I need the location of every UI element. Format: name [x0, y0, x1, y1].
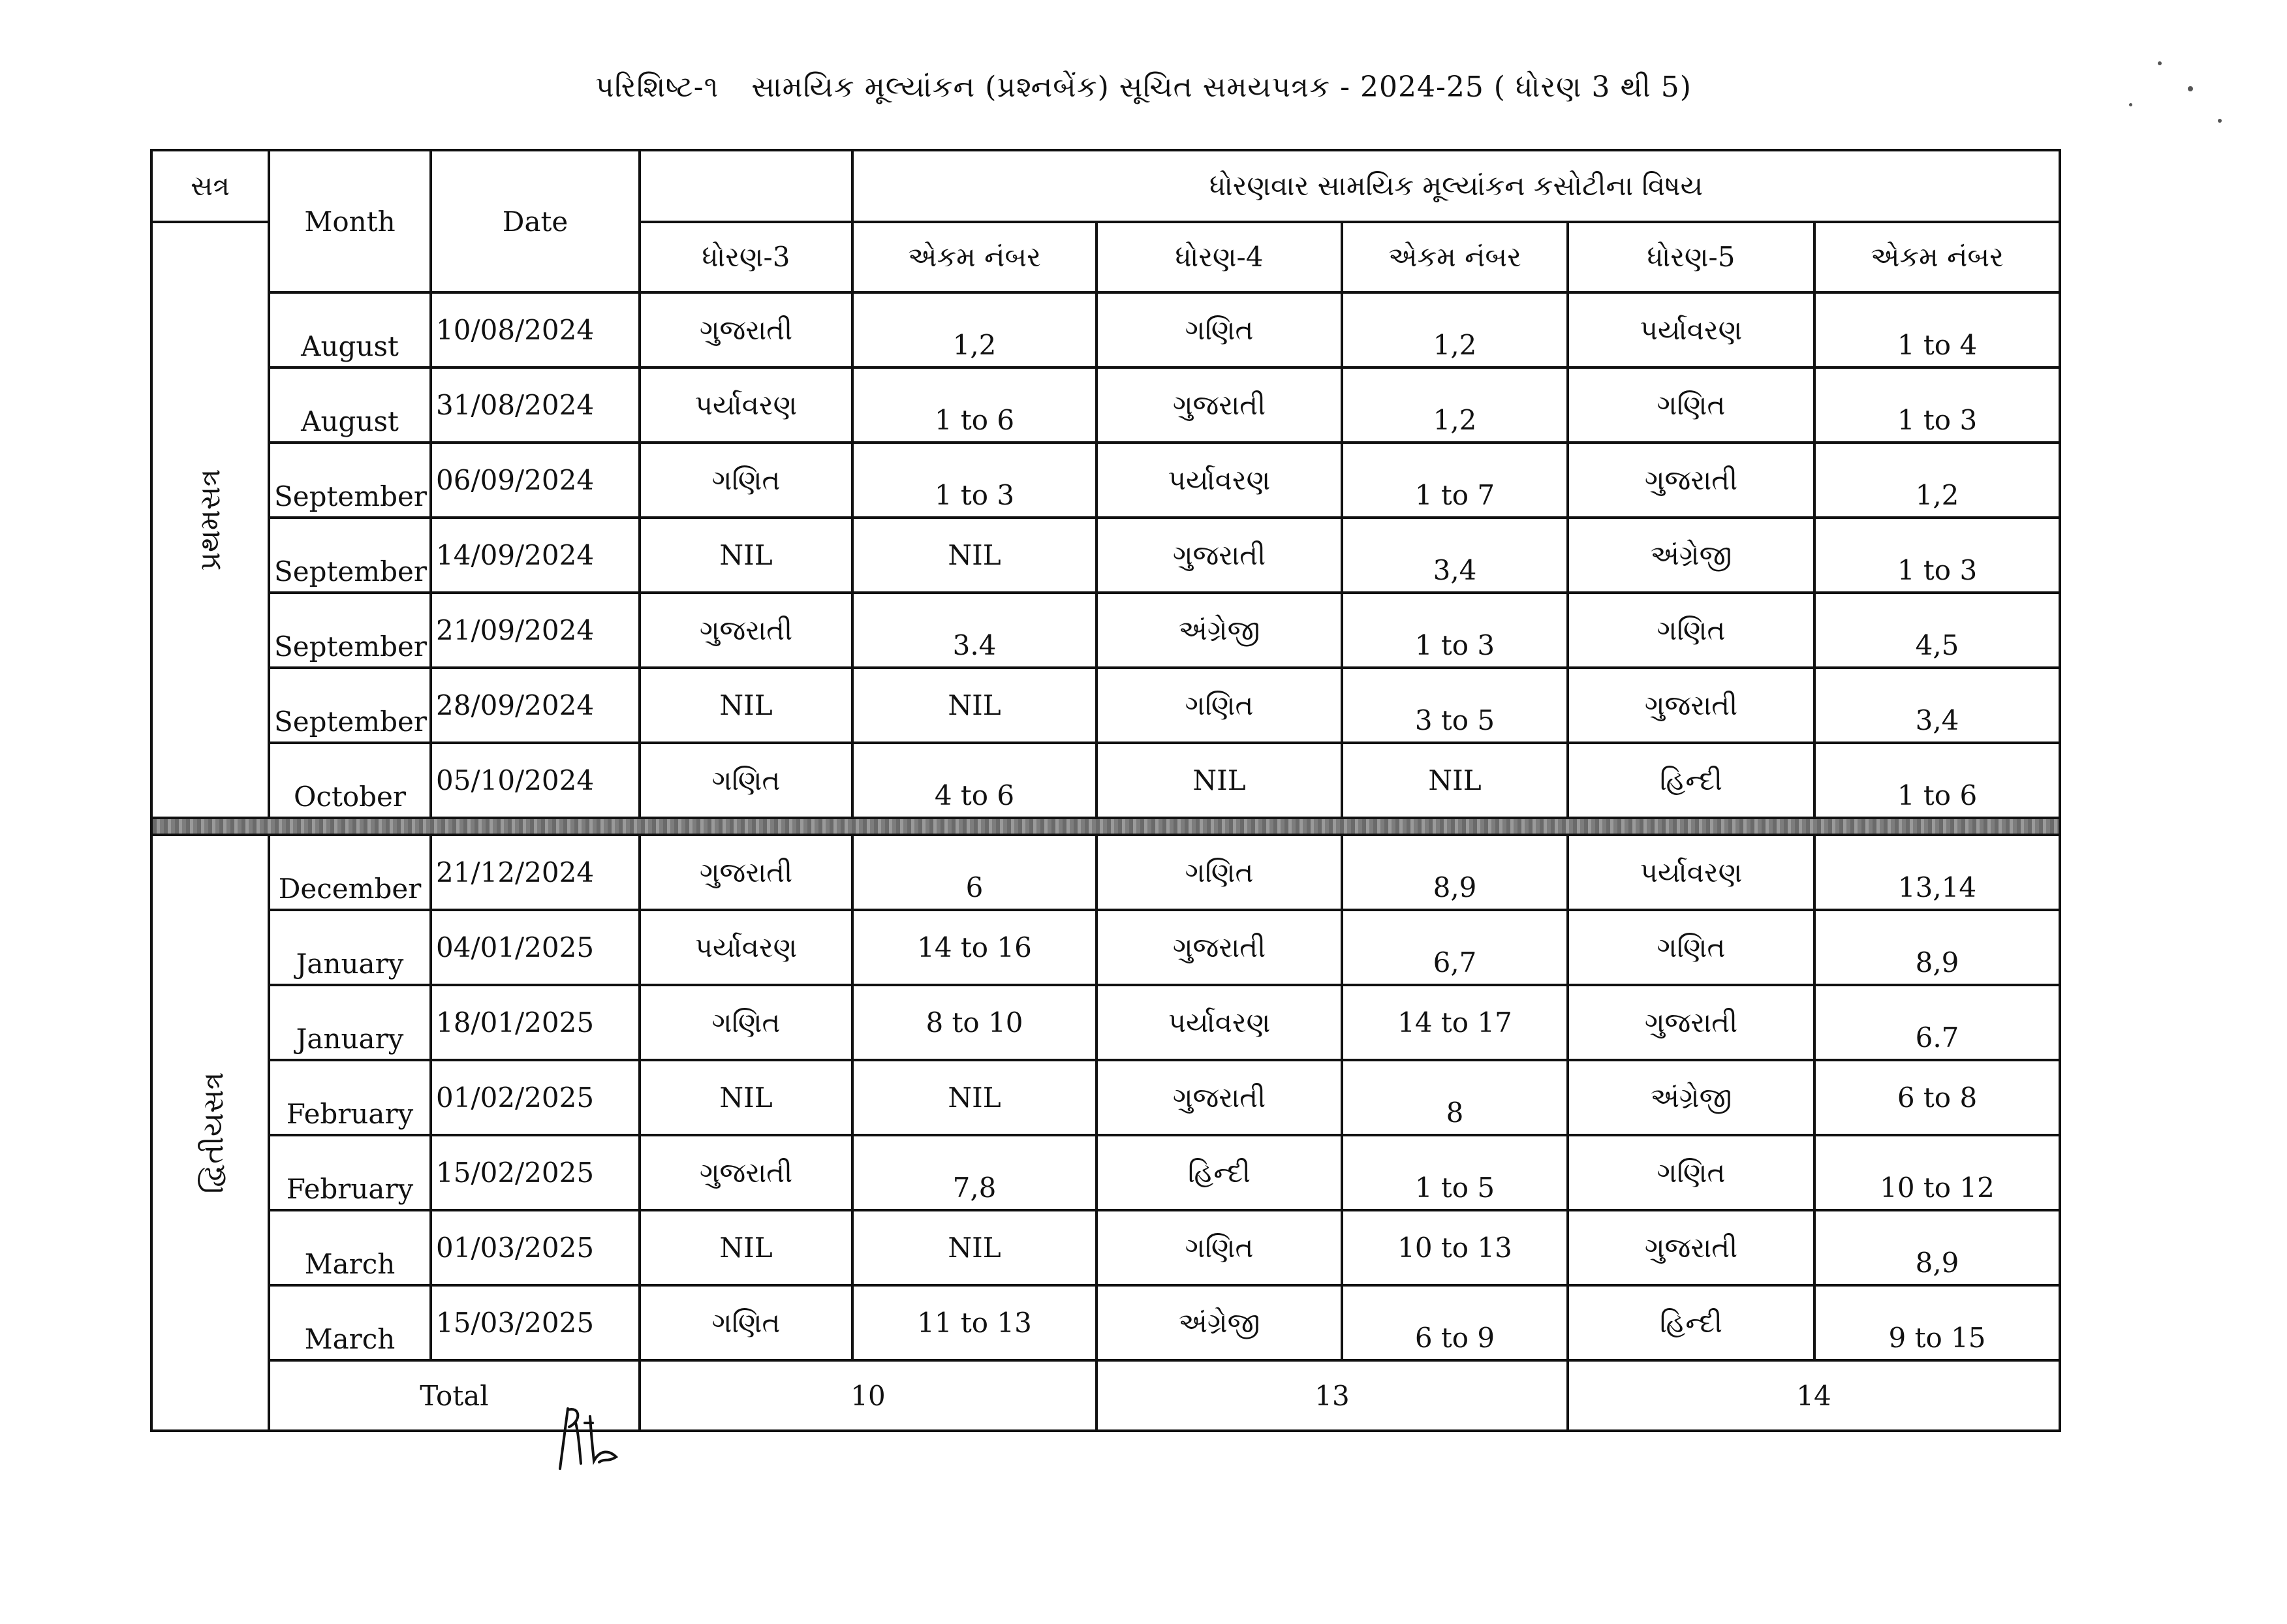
table-row: [151, 367, 2060, 443]
unit-std5: 1 to 4: [1814, 292, 2060, 367]
unit-std3: 1,2: [852, 292, 1097, 367]
unit-std3: 8 to 10: [852, 985, 1097, 1060]
unit-std3: NIL: [852, 1210, 1097, 1285]
unit-std3: NIL: [852, 1060, 1097, 1135]
subject-std4: હિન્દી: [1097, 1135, 1342, 1210]
month-cell: September: [269, 668, 431, 743]
table-row: [151, 743, 2060, 818]
signature-mark: [553, 1403, 632, 1475]
unit-std3: 7,8: [852, 1135, 1097, 1210]
unit-std4: 6 to 9: [1342, 1285, 1568, 1360]
subject-std4: ગુજરાતી: [1097, 1060, 1342, 1135]
unit-std5: 8,9: [1814, 910, 2060, 985]
date-cell: 21/12/2024: [431, 835, 640, 910]
header-subjects-title: ધોરણવાર સામયિક મૂલ્યાંકન કસોટીના વિષય: [852, 150, 2060, 222]
header-std5: ધોરણ-5: [1568, 222, 1814, 292]
date-cell: 28/09/2024: [431, 668, 640, 743]
table-row: [151, 668, 2060, 743]
date-cell: 04/01/2025: [431, 910, 640, 985]
unit-std4: 3,4: [1342, 518, 1568, 593]
month-cell: March: [269, 1210, 431, 1285]
table-row: [151, 1285, 2060, 1360]
table-row: [151, 985, 2060, 1060]
subject-std5: ગણિત: [1568, 593, 1814, 668]
unit-std4: 3 to 5: [1342, 668, 1568, 743]
unit-std3: 1 to 6: [852, 367, 1097, 443]
unit-std5: 1 to 3: [1814, 367, 2060, 443]
subject-std4: ગુજરાતી: [1097, 367, 1342, 443]
date-cell: 05/10/2024: [431, 743, 640, 818]
header-session: સત્ર: [151, 150, 269, 222]
date-cell: 06/09/2024: [431, 443, 640, 518]
unit-std5: 6 to 8: [1814, 1060, 2060, 1135]
schedule-table: [150, 149, 2061, 1432]
title-text: સામયિક મૂલ્યાંકન (પ્રશ્નબેંક) સૂચિત સમયપત્રક - 2024-25 ( ધોરણ 3 થી 5): [751, 70, 1692, 104]
month-cell: January: [269, 985, 431, 1060]
subject-std4: અંગ્રેજી: [1097, 593, 1342, 668]
subject-std4: અંગ્રેજી: [1097, 1285, 1342, 1360]
month-cell: September: [269, 518, 431, 593]
unit-std3: 1 to 3: [852, 443, 1097, 518]
table-row: [151, 518, 2060, 593]
month-cell: March: [269, 1285, 431, 1360]
header-month: Month: [269, 150, 431, 292]
date-cell: 21/09/2024: [431, 593, 640, 668]
total-std3: 10: [640, 1360, 1097, 1431]
subject-std5: ગુજરાતી: [1568, 443, 1814, 518]
date-cell: 01/02/2025: [431, 1060, 640, 1135]
unit-std4: 8: [1342, 1060, 1568, 1135]
page-title: [0, 70, 2287, 104]
unit-std4: 1,2: [1342, 367, 1568, 443]
subject-std5: પર્યાવરણ: [1568, 292, 1814, 367]
subject-std3: ગુજરાતી: [640, 593, 852, 668]
date-cell: 01/03/2025: [431, 1210, 640, 1285]
subject-std4: ગુજરાતી: [1097, 910, 1342, 985]
table-row: [151, 910, 2060, 985]
subject-std3: ગુજરાતી: [640, 1135, 852, 1210]
subject-std5: ગણિત: [1568, 910, 1814, 985]
subject-std5: ગુજરાતી: [1568, 1210, 1814, 1285]
unit-std5: 3,4: [1814, 668, 2060, 743]
subject-std5: ગુજરાતી: [1568, 668, 1814, 743]
table-row: [151, 292, 2060, 367]
subject-std4: ગુજરાતી: [1097, 518, 1342, 593]
scan-speck: [2158, 61, 2162, 65]
header-date: Date: [431, 150, 640, 292]
session-second-label: દ્વિતીયસત્ર: [196, 1072, 230, 1194]
subject-std3: ગુજરાતી: [640, 292, 852, 367]
unit-std5: 1 to 6: [1814, 743, 2060, 818]
month-cell: February: [269, 1135, 431, 1210]
header-std3: ધોરણ-3: [640, 222, 852, 292]
month-cell: September: [269, 443, 431, 518]
header-unit4: એકમ નંબર: [1342, 222, 1568, 292]
session-first-label: પ્રથમસત્ર: [193, 469, 227, 571]
date-cell: 14/09/2024: [431, 518, 640, 593]
subject-std4: ગણિત: [1097, 835, 1342, 910]
subject-std4: ગણિત: [1097, 1210, 1342, 1285]
session-second: [151, 835, 269, 1431]
subject-std4: ગણિત: [1097, 292, 1342, 367]
header-std4: ધોરણ-4: [1097, 222, 1342, 292]
subject-std5: હિન્દી: [1568, 743, 1814, 818]
date-cell: 15/02/2025: [431, 1135, 640, 1210]
unit-std4: 1,2: [1342, 292, 1568, 367]
subject-std5: ગણિત: [1568, 367, 1814, 443]
subject-std5: અંગ્રેજી: [1568, 1060, 1814, 1135]
unit-std3: 11 to 13: [852, 1285, 1097, 1360]
subject-std3: પર્યાવરણ: [640, 910, 852, 985]
month-cell: September: [269, 593, 431, 668]
table-row: [151, 1210, 2060, 1285]
subject-std3: ગણિત: [640, 743, 852, 818]
month-cell: January: [269, 910, 431, 985]
subject-std3: NIL: [640, 1060, 852, 1135]
table-row: [151, 1060, 2060, 1135]
session-divider: [151, 818, 2060, 835]
unit-std3: 4 to 6: [852, 743, 1097, 818]
subject-std3: પર્યાવરણ: [640, 367, 852, 443]
unit-std5: 1 to 3: [1814, 518, 2060, 593]
unit-std5: 1,2: [1814, 443, 2060, 518]
total-row: [151, 1360, 2060, 1431]
scan-speck: [2188, 86, 2193, 91]
unit-std4: NIL: [1342, 743, 1568, 818]
date-cell: 18/01/2025: [431, 985, 640, 1060]
title-appendix: પરિશિષ્ટ-૧: [595, 70, 719, 104]
unit-std4: 1 to 3: [1342, 593, 1568, 668]
subject-std3: NIL: [640, 518, 852, 593]
unit-std3: 3.4: [852, 593, 1097, 668]
unit-std5: 13,14: [1814, 835, 2060, 910]
date-cell: 31/08/2024: [431, 367, 640, 443]
unit-std5: 10 to 12: [1814, 1135, 2060, 1210]
subject-std4: પર્યાવરણ: [1097, 443, 1342, 518]
subject-std4: NIL: [1097, 743, 1342, 818]
unit-std3: 14 to 16: [852, 910, 1097, 985]
unit-std3: 6: [852, 835, 1097, 910]
unit-std3: NIL: [852, 518, 1097, 593]
date-cell: 10/08/2024: [431, 292, 640, 367]
month-cell: December: [269, 835, 431, 910]
session-first: [151, 222, 269, 818]
unit-std3: NIL: [852, 668, 1097, 743]
unit-std4: 10 to 13: [1342, 1210, 1568, 1285]
total-std5: 14: [1568, 1360, 2060, 1431]
unit-std5: 4,5: [1814, 593, 2060, 668]
month-cell: October: [269, 743, 431, 818]
month-cell: August: [269, 292, 431, 367]
scan-speck: [2218, 119, 2222, 123]
header-unit5: એકમ નંબર: [1814, 222, 2060, 292]
unit-std4: 6,7: [1342, 910, 1568, 985]
unit-std5: 9 to 15: [1814, 1285, 2060, 1360]
date-cell: 15/03/2025: [431, 1285, 640, 1360]
subject-std3: NIL: [640, 1210, 852, 1285]
subject-std3: NIL: [640, 668, 852, 743]
unit-std5: 6.7: [1814, 985, 2060, 1060]
subject-std3: ગુજરાતી: [640, 835, 852, 910]
table-row: [151, 1135, 2060, 1210]
table-row: [151, 835, 2060, 910]
unit-std4: 14 to 17: [1342, 985, 1568, 1060]
subject-std5: હિન્દી: [1568, 1285, 1814, 1360]
table-row: [151, 593, 2060, 668]
table-row: [151, 443, 2060, 518]
subject-std5: ગણિત: [1568, 1135, 1814, 1210]
total-std4: 13: [1097, 1360, 1568, 1431]
total-label: Total: [269, 1360, 640, 1431]
subject-std4: ગણિત: [1097, 668, 1342, 743]
subject-std3: ગણિત: [640, 443, 852, 518]
subject-std5: પર્યાવરણ: [1568, 835, 1814, 910]
month-cell: August: [269, 367, 431, 443]
header-unit3: એકમ નંબર: [852, 222, 1097, 292]
subject-std5: અંગ્રેજી: [1568, 518, 1814, 593]
unit-std5: 8,9: [1814, 1210, 2060, 1285]
scan-speck: [2129, 103, 2132, 106]
subject-std4: પર્યાવરણ: [1097, 985, 1342, 1060]
unit-std4: 1 to 7: [1342, 443, 1568, 518]
header-blank: [640, 150, 852, 222]
unit-std4: 8,9: [1342, 835, 1568, 910]
subject-std5: ગુજરાતી: [1568, 985, 1814, 1060]
month-cell: February: [269, 1060, 431, 1135]
subject-std3: ગણિત: [640, 1285, 852, 1360]
unit-std4: 1 to 5: [1342, 1135, 1568, 1210]
subject-std3: ગણિત: [640, 985, 852, 1060]
